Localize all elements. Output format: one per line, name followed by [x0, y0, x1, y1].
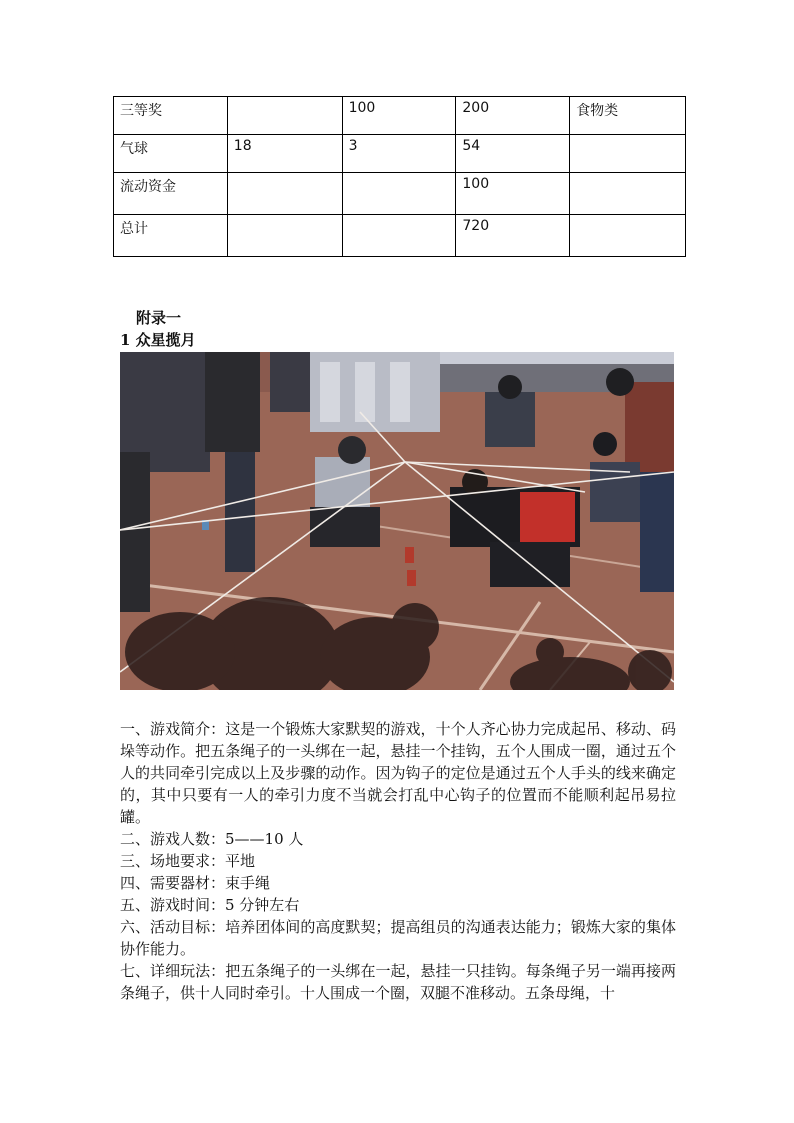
- table-row: [114, 173, 686, 215]
- table-cell: 18: [227, 135, 342, 173]
- section-title: 1 众星揽月: [120, 331, 196, 349]
- budget-table: [113, 96, 686, 257]
- table-cell: [570, 173, 686, 215]
- table-cell: 100: [456, 173, 570, 215]
- table-cell: 总计: [114, 215, 228, 257]
- paragraph: 三、场地要求：平地: [120, 852, 256, 870]
- table-cell: 食物类: [570, 97, 686, 135]
- table-cell: [342, 173, 456, 215]
- paragraph: 五、游戏时间：5 分钟左右: [120, 896, 300, 914]
- table-cell: 流动资金: [114, 173, 228, 215]
- table-cell: 720: [456, 215, 570, 257]
- game-description: [120, 718, 676, 1004]
- paragraph: 七、详细玩法：把五条绳子的一头绑在一起，悬挂一只挂钩。每条绳子另一端再接两条绳子，供十人同时牵引。十人围成一个圈，双腿不准移动。五条母绳，十: [120, 962, 676, 1002]
- table-cell: [227, 173, 342, 215]
- table-cell: 3: [342, 135, 456, 173]
- table-cell: [227, 97, 342, 135]
- appendix-heading: 附录一: [136, 309, 182, 327]
- game-photo: [120, 352, 674, 690]
- table-cell: 54: [456, 135, 570, 173]
- table-cell: 气球: [114, 135, 228, 173]
- table-row: [114, 135, 686, 173]
- paragraph: 一、游戏简介：这是一个锻炼大家默契的游戏，十个人齐心协力完成起吊、移动、码垛等动作。把五条绳子的一头绑在一起，悬挂一个挂钩，五个人围成一圈，通过五个人的共同牵引完成以上及步骤的动作。因为钩子的定位是通过五个人手头的线来确定的，其中只要有一人的牵引力度不当就会打乱中心钩子的位置而不能顺利起吊易拉罐。: [120, 720, 676, 826]
- table-cell: [570, 135, 686, 173]
- paragraph: 二、游戏人数：5——10 人: [120, 830, 304, 848]
- table-cell: [227, 215, 342, 257]
- table-cell: 100: [342, 97, 456, 135]
- table-cell: [342, 215, 456, 257]
- table-row: [114, 215, 686, 257]
- paragraph: 四、需要器材：束手绳: [120, 874, 271, 892]
- table-row: [114, 97, 686, 135]
- table-cell: 三等奖: [114, 97, 228, 135]
- table-cell: [570, 215, 686, 257]
- photo-illustration: [120, 352, 674, 690]
- table-cell: 200: [456, 97, 570, 135]
- paragraph: 六、活动目标：培养团体间的高度默契；提高组员的沟通表达能力；锻炼大家的集体协作能力。: [120, 918, 676, 958]
